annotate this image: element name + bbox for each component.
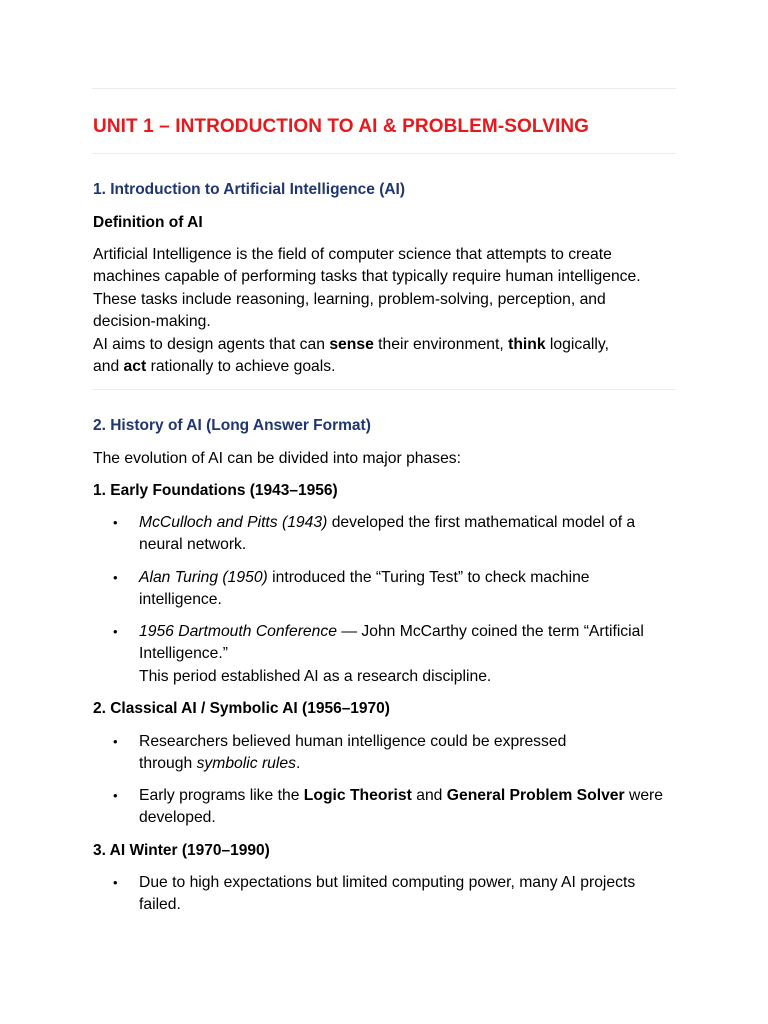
- section-divider: [92, 389, 676, 390]
- aims-line-2: and act rationally to achieve goals.: [93, 358, 336, 376]
- unit-title: UNIT 1 – INTRODUCTION TO AI & PROBLEM-SOLVING: [93, 116, 590, 137]
- list-item-early-programs: Early programs like the Logic Theorist and General Problem Solver were developed.: [139, 787, 664, 827]
- definition-line-4: decision-making.: [93, 313, 211, 331]
- definition-line-2: machines capable of performing tasks that typically require human intelligence.: [93, 268, 641, 286]
- bullet-marker: •: [113, 788, 118, 803]
- definition-line-3: These tasks include reasoning, learning, problem-solving, perception, and: [93, 290, 606, 308]
- act-term: act: [123, 358, 147, 376]
- definition-line-1: Artificial Intelligence is the field of computer science that attempts to create: [93, 246, 612, 263]
- section-1-heading: 1. Introduction to Artificial Intelligence (AI): [93, 181, 406, 198]
- list-item-symbolic-rules: Researchers believed human intelligence could be expressed through symbolic rules.: [139, 733, 567, 773]
- list-item-mcculloch: McCulloch and Pitts (1943) developed the first mathematical model of a neural network.: [139, 514, 636, 554]
- list-item-ai-winter: Due to high expectations but limited computing power, many AI projects failed.: [139, 874, 636, 914]
- bullet-marker: •: [113, 734, 118, 749]
- bullet-marker: •: [113, 875, 118, 890]
- history-intro: The evolution of AI can be divided into major phases:: [93, 450, 462, 467]
- list-item-dartmouth: 1956 Dartmouth Conference — John McCarthy coined the term “Artificial Intelligence.” This period established AI as a research discipline.: [139, 623, 644, 685]
- phase-1-heading: 1. Early Foundations (1943–1956): [93, 482, 338, 499]
- bullet-marker: •: [113, 515, 118, 530]
- list-item-turing: Alan Turing (1950) introduced the “Turing Test” to check machine intelligence.: [139, 569, 590, 609]
- section-2-heading: 2. History of AI (Long Answer Format): [93, 417, 371, 434]
- bullet-marker: •: [113, 624, 118, 639]
- phase-2-heading: 2. Classical AI / Symbolic AI (1956–1970): [93, 700, 390, 717]
- definition-subheading: Definition of AI: [93, 214, 203, 231]
- aims-line-1: AI aims to design agents that can sense their environment, think logically,: [93, 335, 609, 353]
- bullet-marker: •: [113, 570, 118, 585]
- title-divider: [92, 153, 676, 154]
- think-term: think: [508, 335, 546, 353]
- definition-paragraph: [93, 244, 683, 378]
- phase-3-heading: 3. AI Winter (1970–1990): [93, 842, 270, 859]
- top-divider: [92, 88, 676, 89]
- sense-term: sense: [329, 335, 374, 353]
